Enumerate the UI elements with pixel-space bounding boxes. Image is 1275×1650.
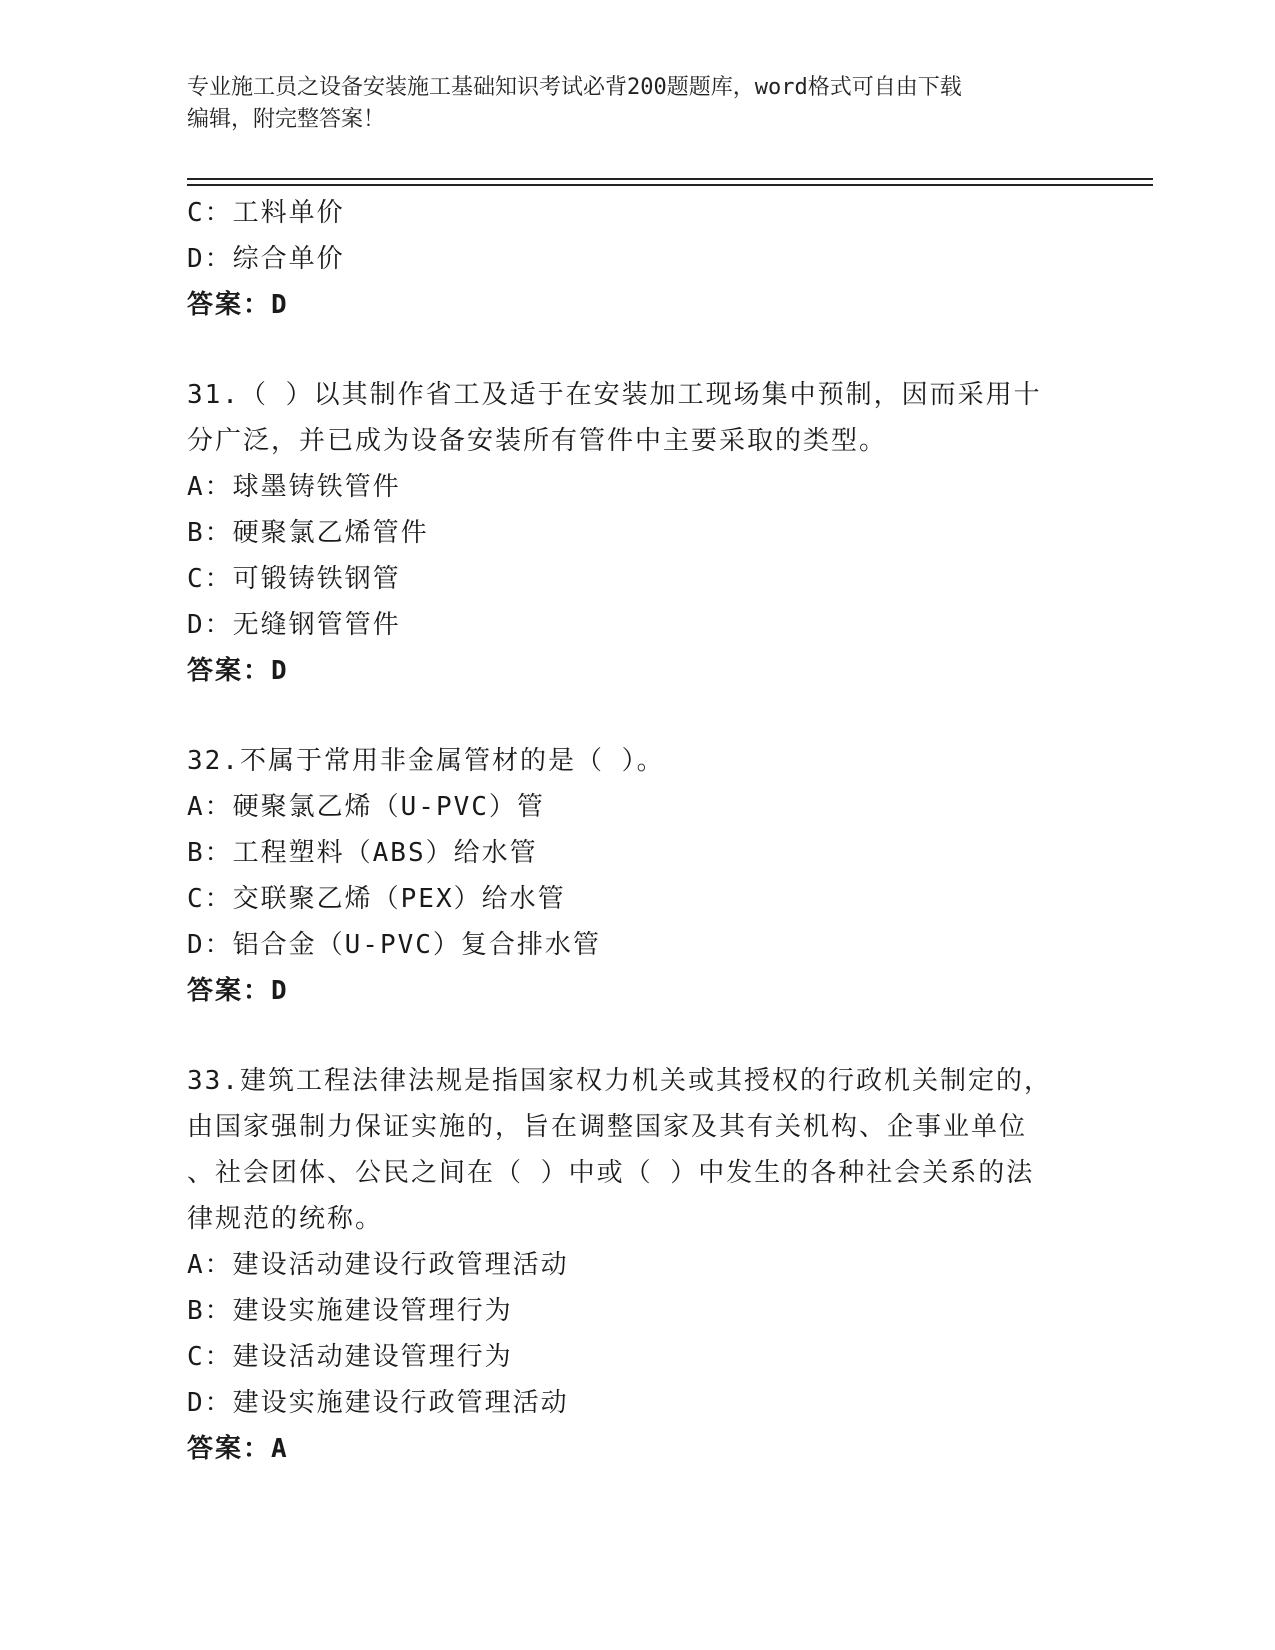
question-text: 律规范的统称。 [187, 1204, 384, 1234]
answer-text: 答案：D [187, 976, 289, 1006]
option-c: C：交联聚乙烯（PEX）给水管 [187, 884, 566, 914]
option-b: B：建设实施建设管理行为 [187, 1296, 513, 1326]
question-text: 32.不属于常用非金属管材的是（ ）。 [187, 746, 665, 776]
option-a: A：硬聚氯乙烯（U-PVC）管 [187, 792, 545, 822]
spacer [187, 1014, 1087, 1058]
header-title-line1: 专业施工员之设备安装施工基础知识考试必背200题题库，word格式可自由下载 [187, 75, 962, 100]
question-text: 31.（ ）以其制作省工及适于在安装加工现场集中预制，因而采用十 [187, 380, 1042, 410]
option-c: C：工料单价 [187, 198, 345, 228]
option-d: D：综合单价 [187, 244, 345, 274]
header-divider-bottom [187, 184, 1153, 186]
answer-text: 答案：A [187, 1434, 289, 1464]
option-b: B：工程塑料（ABS）给水管 [187, 838, 538, 868]
question-text: 由国家强制力保证实施的，旨在调整国家及其有关机构、企事业单位 [187, 1112, 1028, 1142]
answer-text: 答案：D [187, 290, 289, 320]
spacer [187, 694, 1087, 738]
document-header [187, 72, 1087, 136]
option-b: B：硬聚氯乙烯管件 [187, 518, 429, 548]
option-c: C：可锻铸铁钢管 [187, 564, 401, 594]
question-block-33 [187, 1058, 1087, 1472]
option-d: D：建设实施建设行政管理活动 [187, 1388, 569, 1418]
header-divider-top [187, 178, 1153, 180]
option-d: D：无缝钢管管件 [187, 610, 401, 640]
question-block-32 [187, 738, 1087, 1014]
question-text: 33.建筑工程法律法规是指国家权力机关或其授权的行政机关制定的， [187, 1066, 1052, 1096]
answer-text: 答案：D [187, 656, 289, 686]
option-d: D：铝合金（U-PVC）复合排水管 [187, 930, 601, 960]
header-title-line2: 编辑，附完整答案！ [187, 107, 386, 132]
question-block-31 [187, 372, 1087, 694]
question-content [187, 190, 1087, 1472]
question-text: 分广泛，并已成为设备安装所有管件中主要采取的类型。 [187, 426, 888, 456]
spacer [187, 328, 1087, 372]
prev-question-block [187, 190, 1087, 328]
option-c: C：建设活动建设管理行为 [187, 1342, 513, 1372]
option-a: A：建设活动建设行政管理活动 [187, 1250, 569, 1280]
question-text: 、社会团体、公民之间在（ ）中或（ ）中发生的各种社会关系的法 [187, 1158, 1035, 1188]
option-a: A：球墨铸铁管件 [187, 472, 401, 502]
